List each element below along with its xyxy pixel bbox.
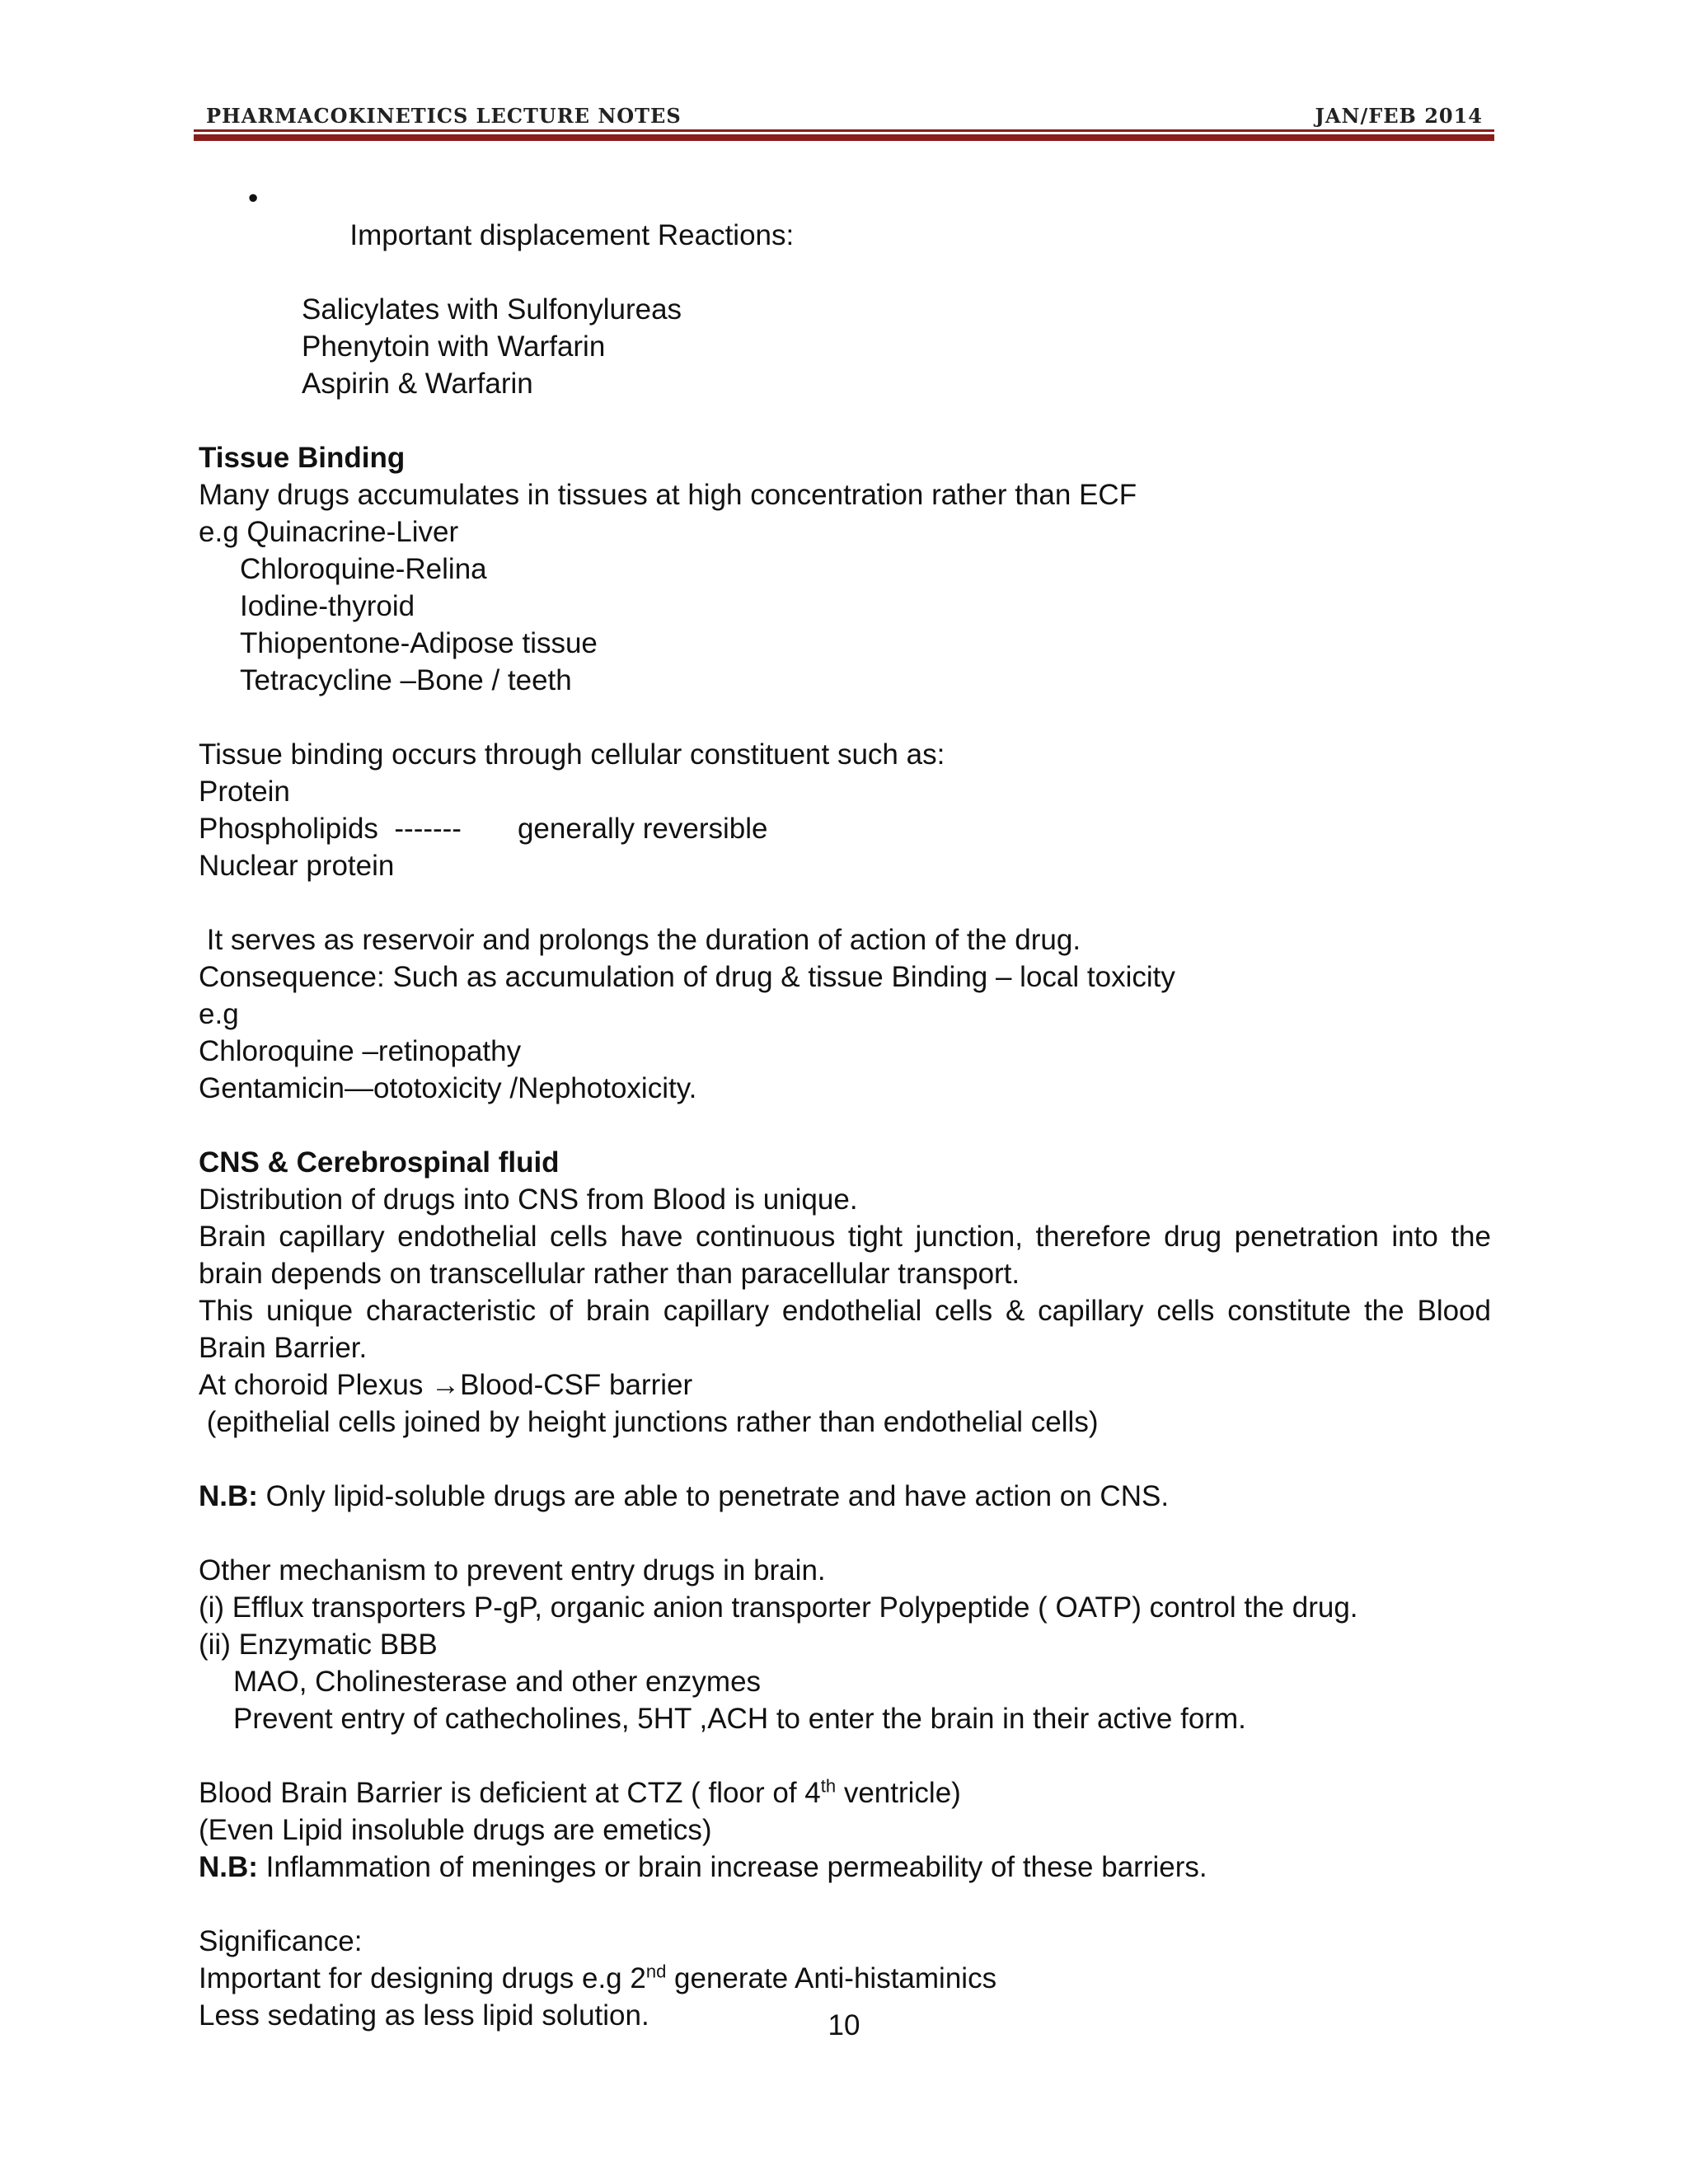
cns-paragraph: Distribution of drugs into CNS from Blood is unique. (199, 1183, 858, 1216)
cns-paragraph: (epithelial cells joined by height junctions rather than endothelial cells) (199, 1406, 1099, 1438)
constituent-item: Nuclear protein (199, 850, 395, 882)
constituent-item-row (199, 810, 1491, 847)
reservoir-text: It serves as reservoir and prolongs the duration of action of the drug. (199, 924, 1081, 956)
note-label: N.B: (199, 1851, 258, 1883)
consequence-text: Consequence: Such as accumulation of drug & tissue Binding – local toxicity (199, 961, 1175, 993)
header-rule-thick (194, 134, 1494, 141)
header-date: JAN/FEB 2014 (1315, 104, 1483, 128)
significance-text: Less sedating as less lipid solution. (199, 1999, 649, 2032)
note-text: Inflammation of meninges or brain increase permeability of these barriers. (257, 1851, 1207, 1883)
toxicity-example: Gentamicin—ototoxicity /Nephotoxicity. (199, 1072, 697, 1104)
reversible-note: generally reversible (517, 813, 768, 845)
cns-paragraph: This unique characteristic of brain capillary endothelial cells & capillary cells constitute the Blood Brain Barrier. (199, 1295, 1491, 1364)
significance-superscript: nd (645, 1961, 667, 1982)
page-number: 10 (828, 2009, 860, 2041)
displacement-item: Aspirin & Warfarin (302, 368, 533, 400)
page-header (198, 97, 1496, 130)
cns-paragraph: Brain capillary endothelial cells have continuous tight junction, therefore drug penetration into the brain depends on transcellular rather than paracellular transport. (199, 1221, 1491, 1290)
mechanism-item: (i) Efflux transporters P-gP, organic anion transporter Polypeptide ( OATP) control the drug. (199, 1591, 1358, 1624)
displacement-title: Important displacement Reactions: (349, 219, 795, 251)
mechanism-item: (ii) Enzymatic BBB (199, 1629, 438, 1661)
mechanism-intro: Other mechanism to prevent entry drugs in brain. (199, 1554, 826, 1586)
tissue-example: Thiopentone-Adipose tissue (240, 627, 598, 659)
page-body (199, 180, 1491, 2034)
displacement-item: Salicylates with Sulfonylureas (302, 293, 682, 326)
significance-text: Important for designing drugs e.g 2 (199, 1962, 646, 1994)
displacement-title-row (199, 180, 1491, 291)
tissue-example: Tetracycline –Bone / teeth (240, 664, 572, 696)
significance-label: Significance: (199, 1925, 363, 1957)
ctz-text: Blood Brain Barrier is deficient at CTZ ( floor of 4 (199, 1777, 821, 1809)
section-heading-tissue-binding: Tissue Binding (199, 442, 406, 474)
tissue-binding-intro: Many drugs accumulates in tissues at high concentration rather than ECF (199, 479, 1137, 511)
significance-row (199, 1960, 1491, 1997)
cns-paragraph: At choroid Plexus →Blood-CSF barrier (199, 1369, 693, 1401)
section-heading-cns: CNS & Cerebrospinal fluid (199, 1146, 560, 1179)
constituent-item: Protein (199, 776, 290, 808)
bullet-icon: • (248, 182, 259, 214)
significance-text-end: generate Anti-histaminics (666, 1962, 997, 1994)
tissue-example: Iodine-thyroid (240, 590, 415, 622)
note-row (199, 1849, 1491, 1886)
ctz-text-end: ventricle) (836, 1777, 961, 1809)
mechanism-subitem: Prevent entry of cathecholines, 5HT ,ACH to enter the brain in their active form. (233, 1703, 1246, 1735)
emetics-text: (Even Lipid insoluble drugs are emetics) (199, 1814, 712, 1846)
header-rule-thin (194, 129, 1494, 132)
mechanism-subitem: MAO, Cholinesterase and other enzymes (233, 1666, 762, 1698)
header-title: PHARMACOKINETICS LECTURE NOTES (206, 104, 682, 128)
constituent-intro: Tissue binding occurs through cellular constituent such as: (199, 738, 945, 771)
ctz-superscript: th (820, 1775, 837, 1797)
displacement-item: Phenytoin with Warfarin (302, 330, 606, 363)
eg-label: e.g (199, 998, 239, 1030)
ctz-row (199, 1774, 1491, 1811)
note-row (199, 1478, 1491, 1515)
toxicity-example: Chloroquine –retinopathy (199, 1035, 522, 1067)
tissue-example: e.g Quinacrine-Liver (199, 516, 459, 548)
note-text: Only lipid-soluble drugs are able to penetrate and have action on CNS. (257, 1480, 1170, 1512)
note-label: N.B: (199, 1480, 258, 1512)
constituent-item: Phospholipids ------- (199, 813, 462, 845)
tissue-example: Chloroquine-Relina (240, 553, 487, 585)
